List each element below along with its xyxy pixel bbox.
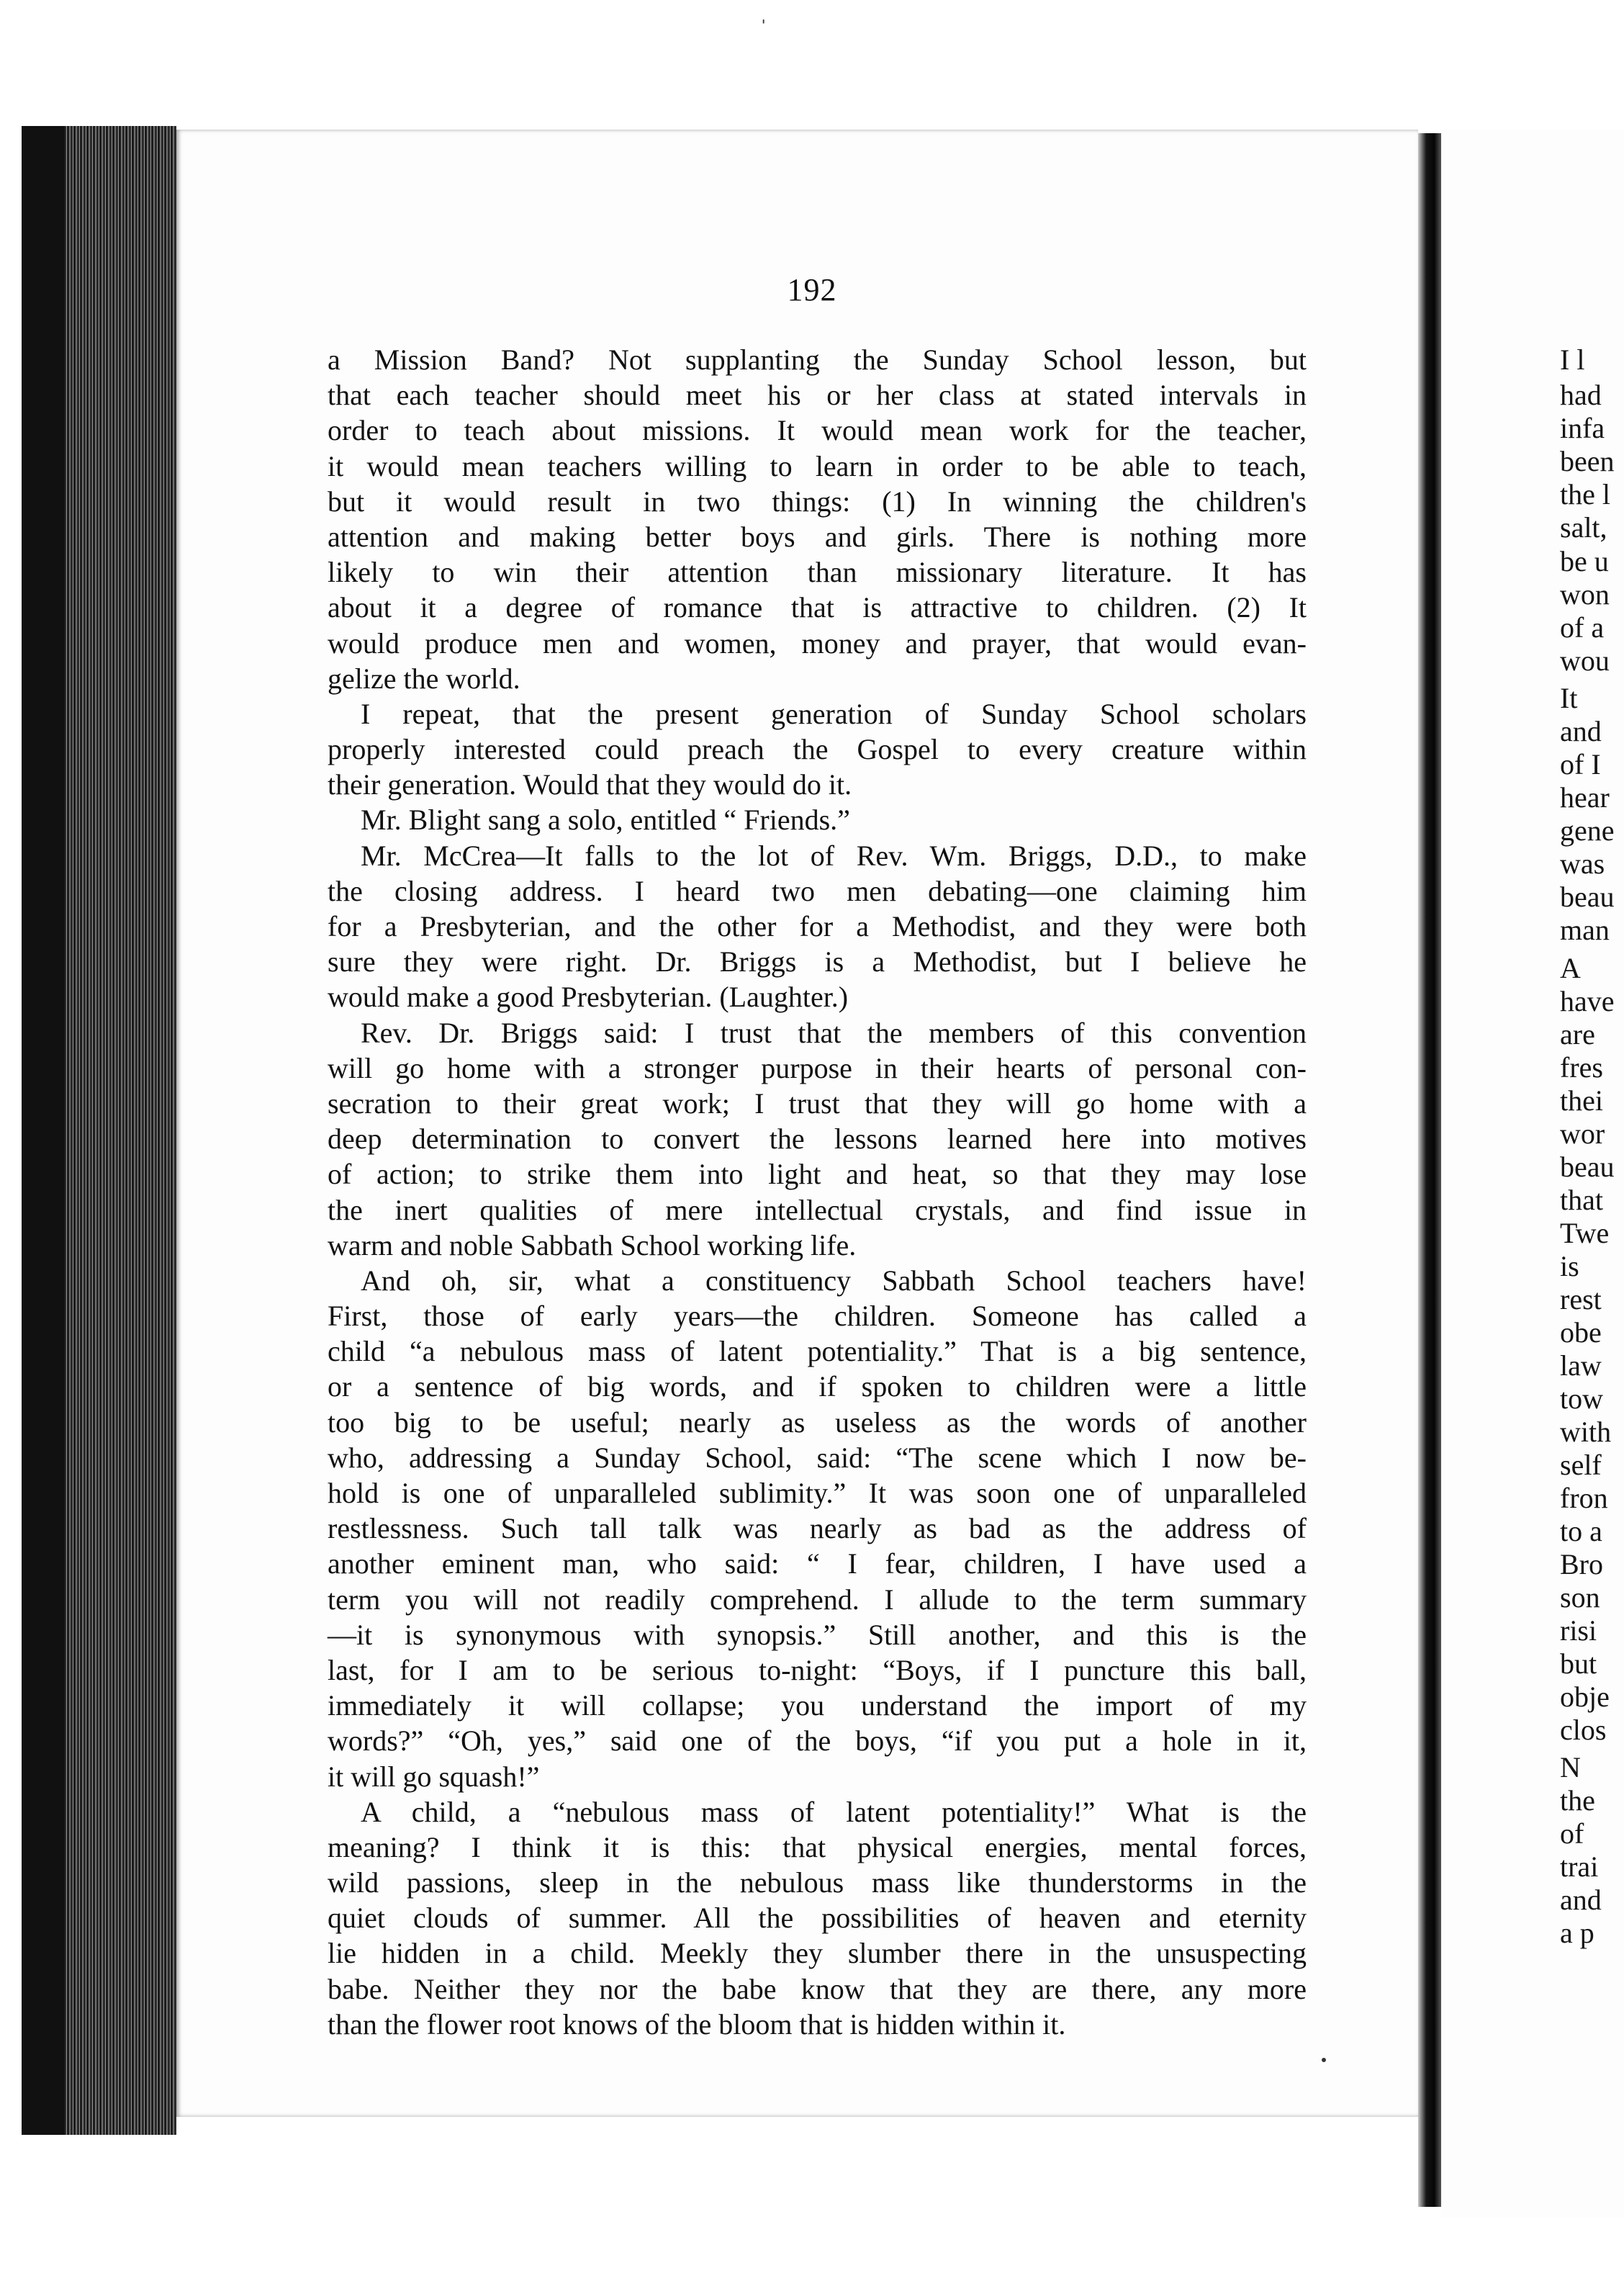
facing-page-text-fragment: fron [1560, 1482, 1608, 1514]
text-line: hold is one of unparalleled sublimity.” It was soon one of unparalleled [328, 1477, 1307, 1509]
text-line: properly interested could preach the Gospel to every creature within [328, 733, 1307, 766]
paragraph-start-line: Rev. Dr. Briggs said: I trust that the members of this convention [361, 1016, 1307, 1049]
text-line: immediately it will collapse; you understand the import of my [328, 1689, 1307, 1722]
text-line: First, those of early years—the children. Someone has called a [328, 1300, 1307, 1333]
facing-page-text-fragment: law [1560, 1349, 1602, 1382]
facing-page-text-fragment: the [1560, 1784, 1595, 1817]
facing-page-text-fragment: wor [1560, 1117, 1605, 1150]
facing-page-text-fragment: obe [1560, 1316, 1602, 1349]
facing-page-text-fragment: It [1560, 682, 1578, 714]
text-line: that each teacher should meet his or her class at stated intervals in [328, 379, 1307, 412]
text-line: words?” “Oh, yes,” said one of the boys, “if you put a hole in it, [328, 1724, 1307, 1758]
facing-page-text-fragment: and [1560, 1884, 1602, 1916]
facing-page-text-fragment: fres [1560, 1051, 1603, 1084]
facing-page-text-fragment: N [1560, 1751, 1581, 1783]
facing-page-text-fragment: beau [1560, 1151, 1615, 1183]
text-line: last, for I am to be serious to-night: “Boys, if I puncture this ball, [328, 1653, 1307, 1686]
text-line: who, addressing a Sunday School, said: “The scene which I now be- [328, 1441, 1307, 1474]
facing-page-text-fragment: risi [1560, 1614, 1597, 1647]
facing-page-text-fragment: beau [1560, 881, 1615, 913]
facing-page-text-fragment: self [1560, 1449, 1602, 1481]
text-line: or a sentence of big words, and if spoken to children were a little [328, 1370, 1307, 1403]
facing-page-text-fragment: won [1560, 578, 1610, 611]
text-line: restlessness. Such tall talk was nearly as bad as the address of [328, 1512, 1307, 1545]
facing-page-text-fragment: gene [1560, 814, 1615, 847]
facing-page-text-fragment: man [1560, 914, 1610, 946]
text-line: meaning? I think it is this: that physical energies, mental forces, [328, 1830, 1307, 1863]
facing-page-text-fragment: son [1560, 1581, 1600, 1614]
facing-page-text-fragment: Twe [1560, 1217, 1610, 1249]
text-line: will go home with a stronger purpose in their hearts of personal con- [328, 1051, 1307, 1084]
facing-page [1441, 130, 1624, 2218]
facing-page-text-fragment: rest [1560, 1283, 1602, 1315]
page-number: 192 [787, 272, 837, 307]
facing-page-text-fragment: been [1560, 445, 1615, 477]
text-line: babe. Neither they nor the babe know that they are there, any more [328, 1972, 1307, 2005]
text-line: deep determination to convert the lessons learned here into motives [328, 1122, 1307, 1156]
text-line: a Mission Band? Not supplanting the Sunday School lesson, but [328, 343, 1307, 376]
text-line: too big to be useful; nearly as useless as the words of another [328, 1405, 1307, 1439]
facing-page-text-fragment: are [1560, 1018, 1595, 1050]
facing-page-text-fragment: of [1560, 1817, 1584, 1850]
paragraph-start-line: Mr. Blight sang a solo, entitled “ Friends.” [361, 804, 850, 837]
text-line: —it is synonymous with synopsis.” Still another, and this is the [328, 1618, 1307, 1651]
facing-page-text-fragment: tow [1560, 1382, 1603, 1415]
text-line: than the flower root knows of the bloom that is hidden within it. [328, 2007, 1066, 2041]
facing-page-text-fragment: salt, [1560, 511, 1607, 544]
facing-page-text-fragment: wou [1560, 644, 1610, 677]
text-line: likely to win their attention than missionary literature. It has [328, 556, 1307, 589]
book-page-edges [22, 126, 176, 2135]
facing-page-text-fragment: of a [1560, 611, 1605, 644]
text-line: attention and making better boys and girls. There is nothing more [328, 520, 1307, 553]
text-line: term you will not readily comprehend. I allude to the term summary [328, 1583, 1307, 1616]
text-line: lie hidden in a child. Meekly they slumber there in the unsuspecting [328, 1937, 1307, 1970]
facing-page-text-fragment: and [1560, 715, 1602, 747]
book-gutter [1418, 133, 1441, 2207]
facing-page-text-fragment: with [1560, 1416, 1612, 1448]
text-line: of action; to strike them into light and heat, so that they may lose [328, 1158, 1307, 1191]
text-line: the inert qualities of mere intellectual crystals, and find issue in [328, 1193, 1307, 1226]
facing-page-text-fragment: of I [1560, 748, 1601, 780]
facing-page-text-fragment: Bro [1560, 1548, 1603, 1580]
text-line: but it would result in two things: (1) In winning the children's [328, 485, 1307, 518]
text-line: secration to their great work; I trust that they will go home with a [328, 1086, 1307, 1120]
text-line: another eminent man, who said: “ I fear, children, I have used a [328, 1547, 1307, 1580]
scan-dot [1322, 2058, 1326, 2062]
facing-page-text-fragment: that [1560, 1184, 1603, 1216]
facing-page-text-fragment: had [1560, 379, 1602, 411]
facing-page-text-fragment: I l [1560, 343, 1585, 376]
facing-page-text-fragment: a p [1560, 1917, 1594, 1949]
text-line: the closing address. I heard two men debating—one claiming him [328, 874, 1307, 907]
paragraph-start-line: And oh, sir, what a constituency Sabbath School teachers have! [361, 1264, 1307, 1297]
paragraph-start-line: I repeat, that the present generation of Sunday School scholars [361, 697, 1307, 730]
facing-page-text-fragment: to a [1560, 1515, 1602, 1547]
text-line: gelize the world. [328, 662, 520, 695]
paragraph-start-line: Mr. McCrea—It falls to the lot of Rev. Wm. Briggs, D.D., to make [361, 839, 1307, 872]
facing-page-text-fragment: be u [1560, 545, 1609, 577]
facing-page-text-fragment: have [1560, 985, 1615, 1017]
facing-page-text-fragment: infa [1560, 412, 1605, 444]
text-line: warm and noble Sabbath School working life. [328, 1228, 857, 1261]
text-line: would make a good Presbyterian. (Laughter.) [328, 981, 849, 1014]
text-line: would produce men and women, money and prayer, that would evan- [328, 626, 1307, 660]
text-line: quiet clouds of summer. All the possibilities of heaven and eternity [328, 1902, 1307, 1935]
text-line: their generation. Would that they would do it. [328, 768, 852, 801]
text-line: wild passions, sleep in the nebulous mass like thunderstorms in the [328, 1866, 1307, 1899]
text-line: child “a nebulous mass of latent potentiality.” That is a big sentence, [328, 1335, 1307, 1368]
facing-page-text-fragment: A [1560, 952, 1581, 984]
text-line: it would mean teachers willing to learn in order to be able to teach, [328, 449, 1307, 482]
paragraph-start-line: A child, a “nebulous mass of latent potentiality!” What is the [361, 1795, 1307, 1828]
facing-page-text-fragment: thei [1560, 1084, 1603, 1117]
text-line: about it a degree of romance that is attractive to children. (2) It [328, 591, 1307, 624]
facing-page-text-fragment: trai [1560, 1850, 1599, 1883]
facing-page-text-fragment: the l [1560, 478, 1610, 510]
facing-page-text-fragment: obje [1560, 1681, 1610, 1713]
book-cover-shadow [22, 126, 65, 2135]
text-line: it will go squash!” [328, 1760, 540, 1793]
facing-page-text-fragment: but [1560, 1647, 1597, 1680]
scan-mark: ˈ [759, 16, 768, 42]
body-text [328, 342, 1307, 2042]
text-line: for a Presbyterian, and the other for a Methodist, and they were both [328, 910, 1307, 942]
facing-page-text-fragment: hear [1560, 781, 1610, 814]
facing-page-text-fragment: was [1560, 847, 1605, 880]
text-line: sure they were right. Dr. Briggs is a Methodist, but I believe he [328, 945, 1307, 978]
facing-page-text-fragment: is [1560, 1250, 1579, 1282]
text-line: order to teach about missions. It would mean work for the teacher, [328, 414, 1307, 447]
facing-page-text-fragment: clos [1560, 1714, 1607, 1746]
